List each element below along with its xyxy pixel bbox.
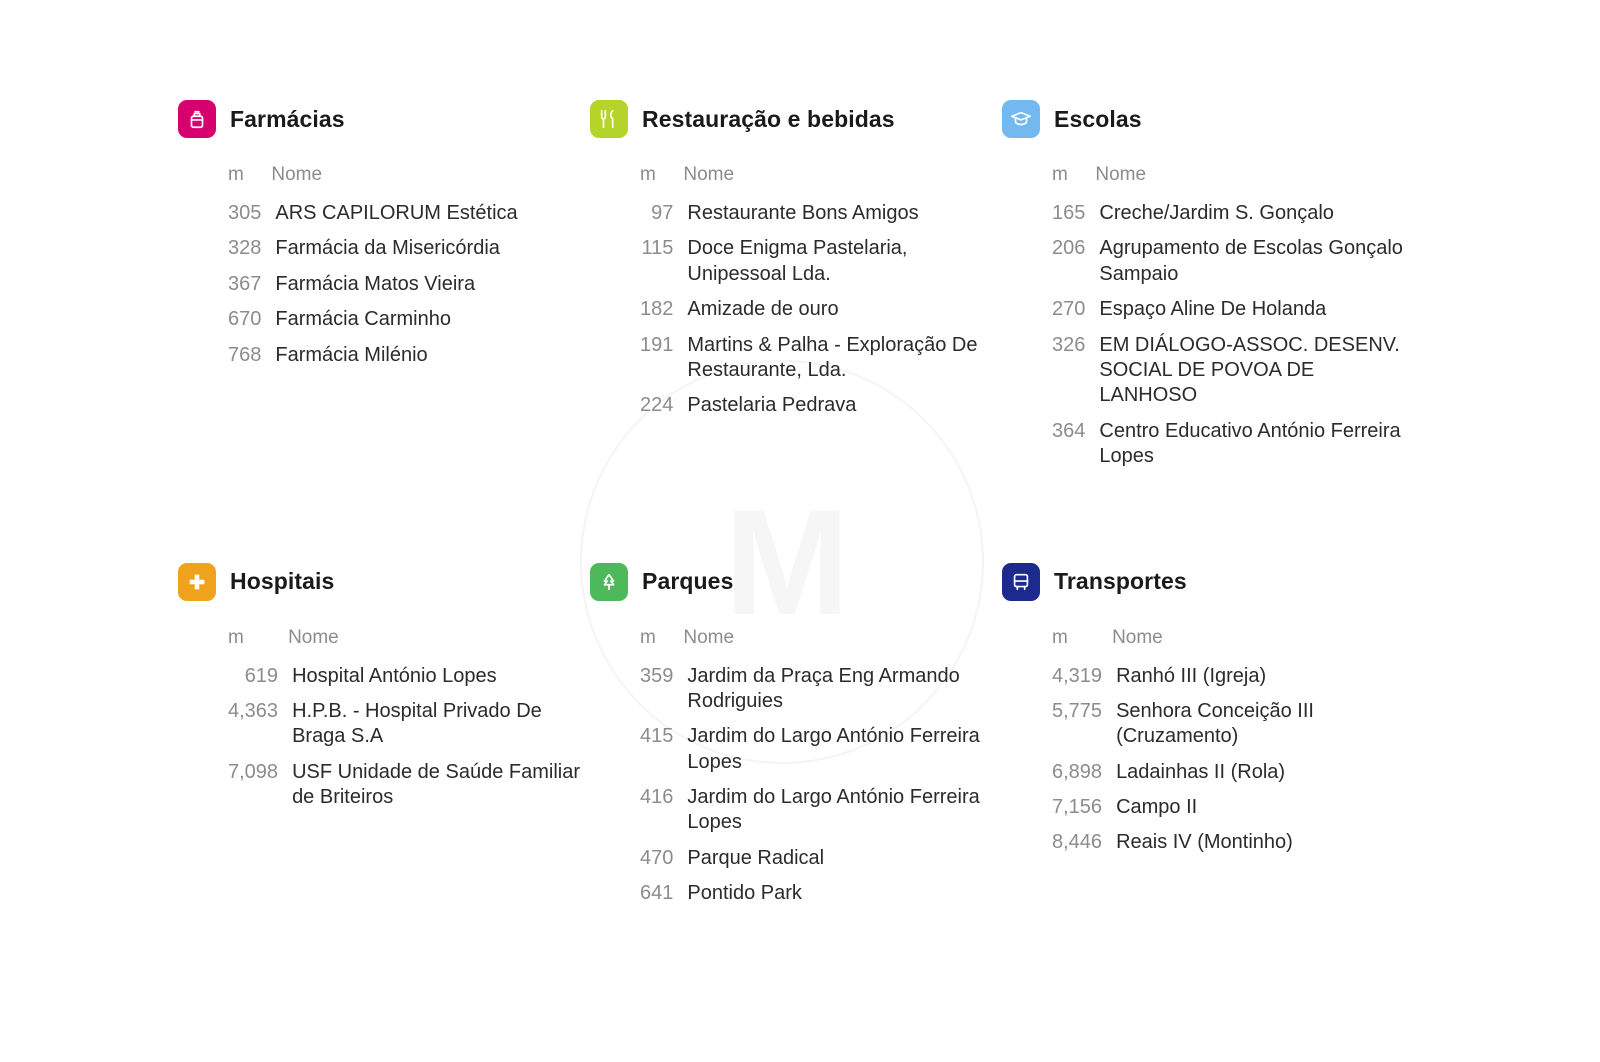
row-name: Farmácia Matos Vieira — [275, 272, 476, 295]
table-row — [1052, 790, 1426, 825]
column-header-distance: m — [640, 626, 656, 648]
hospital-icon — [178, 563, 216, 601]
row-distance: 328 — [228, 237, 262, 260]
row-name: Jardim da Praça Eng Armando Rodriguies — [687, 664, 960, 712]
row-name: Farmácia Carminho — [275, 308, 451, 331]
poi-table-farmacias — [228, 164, 518, 373]
section-header-farmacias — [178, 100, 590, 138]
table-row — [640, 231, 1002, 292]
section-header-restauracao — [590, 100, 1002, 138]
table-header-row — [640, 627, 1002, 659]
section-title: Farmácias — [230, 105, 345, 132]
row-distance: 97 — [651, 202, 674, 224]
table-row — [1052, 694, 1426, 755]
table-row — [640, 328, 1002, 389]
row-distance: 305 — [228, 202, 262, 224]
row-distance: 619 — [244, 664, 279, 687]
poi-table-transportes — [1052, 627, 1426, 861]
table-header-row — [640, 164, 1002, 196]
row-distance: 768 — [228, 343, 262, 366]
row-name: Centro Educativo António Ferreira Lopes — [1099, 419, 1401, 468]
table-row — [1052, 231, 1409, 292]
section-title: Parques — [642, 568, 734, 595]
column-header-name: Nome — [683, 626, 735, 648]
poi-sections-grid — [178, 0, 1600, 912]
row-name: Martins & Palha - Exploração De Restaurante, Lda. — [687, 333, 978, 381]
table-row — [228, 267, 518, 302]
row-distance: 670 — [228, 308, 262, 331]
row-distance: 359 — [640, 664, 674, 687]
table-row — [1052, 414, 1409, 475]
row-name: Ladainhas II (Rola) — [1116, 760, 1286, 783]
row-distance: 115 — [641, 237, 674, 260]
row-distance: 415 — [640, 725, 674, 748]
section-title: Hospitais — [230, 568, 335, 595]
row-distance: 364 — [1052, 419, 1086, 442]
row-distance: 7,156 — [1052, 796, 1103, 819]
column-header-distance: m — [640, 164, 656, 185]
table-row — [228, 659, 590, 694]
table-row — [640, 841, 1002, 876]
table-row — [640, 719, 1002, 780]
row-distance: 4,363 — [228, 699, 279, 722]
table-header-row — [228, 627, 590, 659]
section-title: Restauração e bebidas — [642, 105, 895, 132]
row-name: Espaço Aline De Holanda — [1099, 298, 1327, 321]
table-row — [228, 694, 590, 755]
column-header-name: Nome — [683, 164, 735, 185]
row-name: Hospital António Lopes — [292, 664, 497, 687]
row-distance: 8,446 — [1052, 831, 1103, 854]
section-header-hospitais — [178, 563, 590, 601]
poi-table-hospitais — [228, 627, 590, 816]
table-row — [1052, 328, 1409, 414]
row-name: EM DIÁLOGO-ASSOC. DESENV. SOCIAL DE POVOA DE LANHOSO — [1099, 333, 1400, 407]
table-row — [640, 659, 1002, 720]
row-name: Pontido Park — [687, 882, 802, 905]
row-name: Ranhó III (Igreja) — [1116, 664, 1267, 687]
section-header-escolas — [1002, 100, 1442, 138]
row-distance: 191 — [640, 333, 674, 356]
table-row — [640, 292, 1002, 327]
pharmacy-icon — [178, 100, 216, 138]
column-header-distance: m — [228, 626, 244, 648]
row-distance: 224 — [640, 394, 674, 417]
section-title: Transportes — [1054, 568, 1187, 595]
table-row — [1052, 292, 1409, 327]
row-distance: 206 — [1052, 237, 1086, 260]
park-icon — [590, 563, 628, 601]
row-distance: 182 — [640, 298, 674, 321]
row-distance: 270 — [1052, 298, 1086, 321]
row-name: H.P.B. - Hospital Privado De Braga S.A — [292, 699, 542, 748]
table-row — [1052, 755, 1426, 790]
row-name: Jardim do Largo António Ferreira Lopes — [687, 725, 980, 773]
table-header-row — [1052, 627, 1426, 659]
row-name: Farmácia da Misericórdia — [275, 237, 500, 260]
column-header-name: Nome — [288, 626, 339, 648]
section-farmacias — [178, 100, 590, 475]
school-icon — [1002, 100, 1040, 138]
row-name: USF Unidade de Saúde Familiar de Briteiros — [292, 760, 580, 809]
table-row — [228, 231, 518, 266]
poi-table-parques — [640, 627, 1002, 912]
row-distance: 367 — [228, 272, 262, 295]
row-distance: 7,098 — [228, 760, 279, 783]
section-header-parques — [590, 563, 1002, 601]
section-parques — [590, 475, 1002, 912]
row-distance: 5,775 — [1052, 699, 1103, 722]
section-header-transportes — [1002, 563, 1442, 601]
section-escolas — [1002, 100, 1442, 475]
row-name: Creche/Jardim S. Gonçalo — [1099, 202, 1334, 224]
row-name: Pastelaria Pedrava — [687, 394, 857, 417]
row-name: Amizade de ouro — [687, 298, 839, 321]
section-hospitais — [178, 475, 590, 912]
section-transportes — [1002, 475, 1442, 912]
row-distance: 416 — [640, 786, 674, 809]
row-name: Senhora Conceição III (Cruzamento) — [1116, 699, 1314, 748]
row-distance: 326 — [1052, 333, 1086, 356]
row-name: Parque Radical — [687, 846, 825, 869]
table-row — [228, 755, 590, 816]
section-restauracao — [590, 100, 1002, 475]
table-header-row — [1052, 164, 1409, 196]
row-name: Restaurante Bons Amigos — [687, 202, 919, 224]
column-header-distance: m — [1052, 626, 1068, 648]
column-header-name: Nome — [1112, 626, 1163, 648]
column-header-distance: m — [228, 164, 244, 185]
table-row — [228, 196, 518, 231]
row-name: Campo II — [1116, 796, 1198, 819]
row-distance: 470 — [640, 846, 674, 869]
table-row — [640, 388, 1002, 423]
table-row — [228, 338, 518, 373]
table-row — [640, 196, 1002, 231]
row-distance: 641 — [640, 882, 674, 905]
row-name: Jardim do Largo António Ferreira Lopes — [687, 786, 980, 834]
poi-table-escolas — [1052, 164, 1409, 475]
column-header-name: Nome — [271, 164, 323, 185]
table-row — [640, 780, 1002, 841]
column-header-name: Nome — [1095, 164, 1147, 185]
section-title: Escolas — [1054, 105, 1142, 132]
poi-table-restauracao — [640, 164, 1002, 424]
table-row — [1052, 196, 1409, 231]
row-distance: 165 — [1052, 202, 1086, 224]
watermark-text: M — [724, 478, 840, 646]
table-row — [228, 302, 518, 337]
row-name: Farmácia Milénio — [275, 343, 428, 366]
row-name: Doce Enigma Pastelaria, Unipessoal Lda. — [687, 237, 908, 285]
row-name: Agrupamento de Escolas Gonçalo Sampaio — [1099, 237, 1403, 285]
table-row — [640, 876, 1002, 911]
row-name: ARS CAPILORUM Estética — [275, 202, 518, 224]
table-row — [1052, 659, 1426, 694]
row-name: Reais IV (Montinho) — [1116, 831, 1293, 854]
row-distance: 6,898 — [1052, 760, 1103, 783]
table-row — [1052, 825, 1426, 860]
column-header-distance: m — [1052, 164, 1068, 185]
table-header-row — [228, 164, 518, 196]
bus-icon — [1002, 563, 1040, 601]
row-distance: 4,319 — [1052, 664, 1103, 687]
restaurant-icon — [590, 100, 628, 138]
